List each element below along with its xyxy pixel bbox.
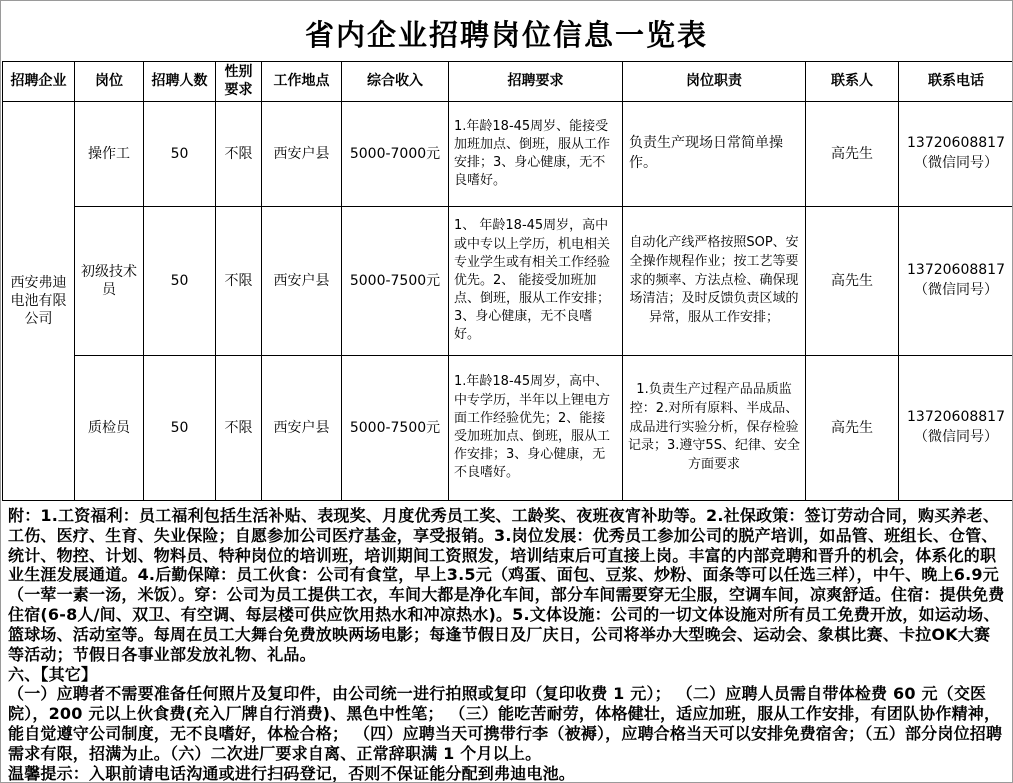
col-header-count: 招聘人数 [144, 62, 216, 102]
phone-cell: 13720608817（微信同号） [899, 356, 1013, 501]
col-header-contact: 联系人 [806, 62, 899, 102]
gender-cell: 不限 [216, 207, 262, 356]
phone-cell: 13720608817（微信同号） [899, 102, 1013, 207]
header-row [3, 62, 1013, 102]
location-cell: 西安户县 [262, 102, 342, 207]
job-table [2, 61, 1013, 501]
duties-cell: 负责生产现场日常简单操作。 [623, 102, 806, 207]
income-cell: 5000-7500元 [342, 356, 449, 501]
notes-other-items: （一）应聘者不需要准备任何照片及复印件，由公司统一进行拍照或复印（复印收费 1 元）； （二）应聘人员需自带体检费 60 元（交医院），200 元以上伙食费(充入厂牌自行消费)、黑色中性笔； （三）能吃苦耐劳，体格健壮，适应加班，服从工作安排，有团队协作精神，能自觉遵守公司制度，无不良嗜好，体检合格； （四）应聘当天可携带行李（被褥），应聘合格当天可以安排免费宿舍；（五）部分岗位招聘需求有限，招满为止。（六）二次进厂要求自离、正常辞职满 1 个月以上。 [8, 684, 1003, 763]
gender-cell: 不限 [216, 102, 262, 207]
col-header-requirements: 招聘要求 [449, 62, 623, 102]
duties-cell: 自动化产线严格按照SOP、安全操作规程作业；按工艺等要求的频率、方法点检、确保现场清洁；及时反馈负责区域的异常，服从工作安排； [623, 207, 806, 356]
col-header-gender: 性别要求 [216, 62, 262, 102]
income-cell: 5000-7000元 [342, 102, 449, 207]
table-row-technician [3, 207, 1013, 356]
position-cell: 质检员 [75, 356, 144, 501]
phone-cell: 13720608817（微信同号） [899, 207, 1013, 356]
table-row-operator [3, 102, 1013, 207]
position-cell: 初级技术员 [75, 207, 144, 356]
table-row-inspector [3, 356, 1013, 501]
location-cell: 西安户县 [262, 356, 342, 501]
position-cell: 操作工 [75, 102, 144, 207]
notes-section [1, 501, 1012, 783]
col-header-income: 综合收入 [342, 62, 449, 102]
col-header-duties: 岗位职责 [623, 62, 806, 102]
col-header-location: 工作地点 [262, 62, 342, 102]
contact-cell: 高先生 [806, 356, 899, 501]
requirements-cell: 1.年龄18-45周岁，高中、中专学历，半年以上锂电方面工作经验优先；2、能接受加班加点、倒班，服从工作安排；3、身心健康，无不良嗜好。 [449, 356, 623, 501]
gender-cell: 不限 [216, 356, 262, 501]
company-cell: 西安弗迪电池有限公司 [3, 102, 75, 501]
col-header-company: 招聘企业 [3, 62, 75, 102]
col-header-position: 岗位 [75, 62, 144, 102]
page-title: 省内企业招聘岗位信息一览表 [304, 18, 708, 52]
contact-cell: 高先生 [806, 207, 899, 356]
notes-tip: 温馨提示：入职前请电话沟通或进行扫码登记，否则不保证能分配到弗迪电池。 [8, 763, 576, 783]
count-cell: 50 [144, 207, 216, 356]
count-cell: 50 [144, 102, 216, 207]
location-cell: 西安户县 [262, 207, 342, 356]
requirements-cell: 1、 年龄18-45周岁，高中或中专以上学历，机电相关专业学生或有相关工作经验优先。2、 能接受加班加点、倒班，服从工作安排；3、身心健康，无不良嗜好。 [449, 207, 623, 356]
duties-cell: 1.负责生产过程产品品质监控：2.对所有原料、半成品、成品进行实验分析，保存检验记录；3.遵守5S、纪律、安全方面要求 [623, 356, 806, 501]
contact-cell: 高先生 [806, 102, 899, 207]
requirements-cell: 1.年龄18-45周岁、能接受加班加点、倒班，服从工作安排；3、身心健康，无不良嗜好。 [449, 102, 623, 207]
count-cell: 50 [144, 356, 216, 501]
notes-other-heading: 六、【其它】 [8, 664, 98, 684]
income-cell: 5000-7500元 [342, 207, 449, 356]
notes-benefits: 附：1.工资福利：员工福利包括生活补贴、表现奖、月度优秀员工奖、工龄奖、夜班夜宵补助等。2.社保政策：签订劳动合同，购买养老、工伤、医疗、生育、失业保险；自愿参加公司医疗基金，享受报销。3.岗位发展：优秀员工参加公司的脱产培训，如品管、班组长、仓管、统计、物控、计划、物料员、特种岗位的培训班，培训期间工资照发，培训结束后可直接上岗。丰富的内部竞聘和晋升的机会，体系化的职业生涯发展通道。4.后勤保障：员工伙食：公司有食堂，早上3.5元（鸡蛋、面包、豆浆、炒粉、面条等可以任选三样），中午、晚上6.9元（一荤一素一汤，米饭）。穿：公司为员工提供工衣，车间大都是净化车间，部分车间需要穿无尘服，空调车间，凉爽舒适。住宿：提供免费住宿(6-8人/间、双卫、有空调、每层楼可供应饮用热水和冲凉热水)。5.文体设施：公司的一切文体设施对所有员工免费开放，如运动场、篮球场、活动室等。每周在员工大舞台免费放映两场电影；每逢节假日及厂庆日，公司将举办大型晚会、运动会、象棋比赛、卡拉OK大赛等活动；节假日各事业部发放礼物、礼品。 [8, 506, 1005, 664]
col-header-phone: 联系电话 [899, 62, 1013, 102]
